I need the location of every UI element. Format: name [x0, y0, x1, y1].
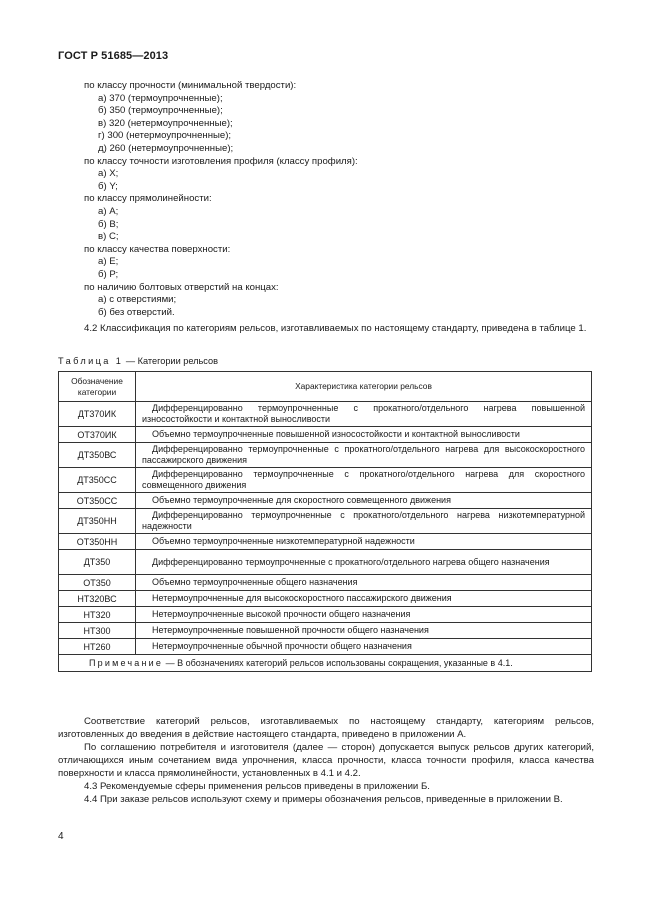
classification-option: д) 260 (нетермоупрочненные);: [98, 142, 234, 154]
category-code: НТ320: [59, 607, 136, 623]
classification-option: б) В;: [98, 218, 119, 230]
classification-option: а) X;: [98, 168, 119, 180]
table-row: [59, 443, 592, 468]
classification-option: а) Е;: [98, 256, 119, 268]
note-label: Примечание: [89, 658, 164, 668]
classification-list: [58, 80, 594, 319]
category-code: ДТ350: [59, 550, 136, 575]
paragraph-correspondence: Соответствие категорий рельсов, изготавливаемых по настоящему стандарту, категориям рельсов, изготовленных до введения в действие настоящего стандарта, приведено в приложении А.: [58, 716, 594, 740]
category-description: Объемно термоупрочненные для скоростного совмещенного движения: [136, 493, 592, 509]
classification-heading: по классу прямолинейности:: [84, 193, 212, 205]
table-caption: [58, 356, 218, 366]
standard-title: ГОСТ Р 51685—2013: [58, 50, 169, 62]
page-number: 4: [58, 831, 64, 842]
category-code: ДТ350ВС: [59, 443, 136, 468]
table-row: [59, 607, 592, 623]
header-code: Обозначение категории: [59, 372, 136, 402]
category-code: ОТ350: [59, 575, 136, 591]
classification-heading: по классу прочности (минимальной твердости):: [84, 80, 297, 91]
category-description: Объемно термоупрочненные повышенной износостойкости и контактной выносливости: [136, 427, 592, 443]
table-caption-text: — Категории рельсов: [123, 356, 218, 366]
header-description: Характеристика категории рельсов: [136, 372, 592, 402]
classification-option: б) Y;: [98, 180, 118, 192]
classification-option: в) 320 (нетермоупрочненные);: [98, 117, 233, 129]
classification-option: в) С;: [98, 231, 119, 243]
category-code: ДТ350СС: [59, 468, 136, 493]
category-description: Объемно термоупрочненные общего назначения: [136, 575, 592, 591]
category-description: Объемно термоупрочненные низкотемпературной надежности: [136, 534, 592, 550]
category-code: НТ260: [59, 639, 136, 655]
category-description: Дифференцированно термоупрочненные с прокатного/отдельного нагрева повышенной износостойкости и контактной выносливости: [136, 402, 592, 427]
category-description: Дифференцированно термоупрочненные с прокатного/отдельного нагрева низкотемпературной надежности: [136, 509, 592, 534]
category-description: Нетермоупрочненные высокой прочности общего назначения: [136, 607, 592, 623]
category-description: Нетермоупрочненные для высокоскоростного пассажирского движения: [136, 591, 592, 607]
paragraph-4-4: 4.4 При заказе рельсов используют схему и примеры обозначения рельсов, приведенные в приложении В.: [84, 794, 563, 805]
classification-option: а) 370 (термоупрочненные);: [98, 92, 223, 104]
category-description: Нетермоупрочненные обычной прочности общего назначения: [136, 639, 592, 655]
table-row: [59, 427, 592, 443]
note-text: — В обозначениях категорий рельсов использованы сокращения, указанные в 4.1.: [163, 658, 513, 668]
paragraph-4-3: 4.3 Рекомендуемые сферы применения рельсов приведены в приложении Б.: [84, 781, 430, 792]
category-code: ОТ350НН: [59, 534, 136, 550]
category-description: Дифференцированно термоупрочненные с прокатного/отдельного нагрева для скоростного совмещенного движения: [136, 468, 592, 493]
category-code: ДТ370ИК: [59, 402, 136, 427]
category-description: Дифференцированно термоупрочненные с прокатного/отдельного нагрева общего назначения: [136, 550, 592, 575]
table-body: [59, 402, 592, 655]
table-row: [59, 575, 592, 591]
table-row: [59, 493, 592, 509]
classification-heading: по наличию болтовых отверстий на концах:: [84, 281, 279, 293]
paragraph-4-2: 4.2 Классификация по категориям рельсов, изготавливаемых по настоящему стандарту, приведена в таблице 1.: [84, 323, 587, 334]
table-note: [59, 655, 592, 672]
paragraph-agreement: По соглашению потребителя и изготовителя (далее — сторон) допускается выпуск рельсов других категорий, отличающихся иным сочетанием вида упрочнения, класса прочности, класса точности профиля, класса качества поверхности и класса прямолинейности, установленных в 4.1 и 4.2.: [58, 742, 594, 779]
table-row: [59, 591, 592, 607]
table-row: [59, 550, 592, 575]
classification-option: б) Р;: [98, 268, 119, 280]
category-description: Дифференцированно термоупрочненные с прокатного/отдельного нагрева для высокоскоростного пассажирского движения: [136, 443, 592, 468]
rail-categories-table: [58, 371, 592, 672]
classification-heading: по классу качества поверхности:: [84, 243, 231, 255]
table-row: [59, 468, 592, 493]
table-caption-label: Таблица 1: [58, 356, 124, 366]
classification-heading: по классу точности изготовления профиля (классу профиля):: [84, 155, 358, 167]
table-row: [59, 509, 592, 534]
category-code: НТ300: [59, 623, 136, 639]
table-row: [59, 534, 592, 550]
category-code: ДТ350НН: [59, 509, 136, 534]
classification-option: а) А;: [98, 205, 119, 217]
category-description: Нетермоупрочненные повышенной прочности общего назначения: [136, 623, 592, 639]
table-row: [59, 402, 592, 427]
table-row: [59, 639, 592, 655]
category-code: ОТ370ИК: [59, 427, 136, 443]
table-row: [59, 623, 592, 639]
category-code: НТ320ВС: [59, 591, 136, 607]
classification-option: б) 350 (термоупрочненные);: [98, 105, 223, 117]
classification-option: г) 300 (нетермоупрочненные);: [98, 130, 232, 142]
classification-option: а) с отверстиями;: [98, 294, 177, 306]
category-code: ОТ350СС: [59, 493, 136, 509]
classification-option: б) без отверстий.: [98, 306, 175, 318]
